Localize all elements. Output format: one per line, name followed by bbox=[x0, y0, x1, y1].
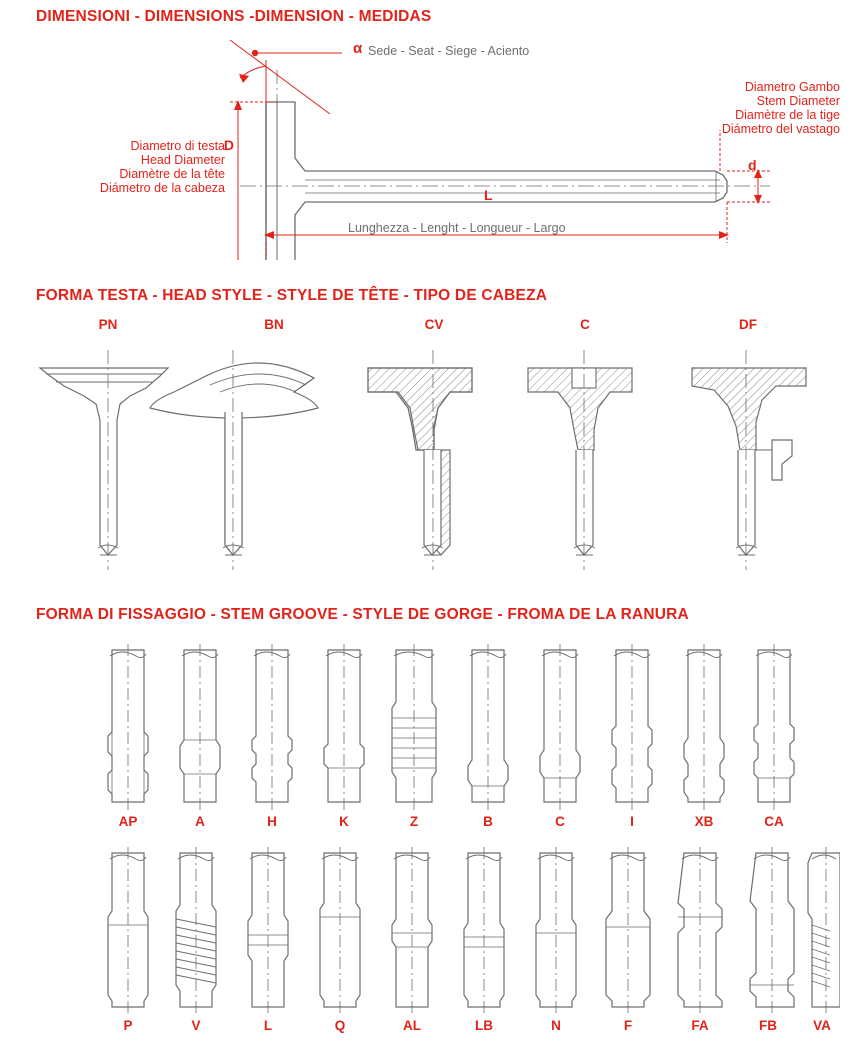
stem-groove-code-b: B bbox=[483, 814, 493, 829]
head-diameter-label-3: Diamètre de la tête bbox=[119, 167, 225, 181]
stem-groove-code-v: V bbox=[191, 1018, 201, 1033]
dimension-L: L bbox=[484, 187, 493, 203]
stem-groove-code-q: Q bbox=[334, 1018, 346, 1033]
head-diameter-label-2: Head Diameter bbox=[140, 153, 225, 167]
section-title-dimensions: DIMENSIONI - DIMENSIONS -DIMENSION - MEDIDAS bbox=[36, 8, 432, 25]
stem-groove-code-ca: CA bbox=[764, 814, 784, 829]
head-style-code-cv: CV bbox=[424, 317, 444, 332]
stem-groove-code-va: VA bbox=[813, 1018, 831, 1033]
length-label: Lunghezza - Lenght - Longueur - Largo bbox=[348, 221, 566, 235]
dimension-d: d bbox=[748, 157, 757, 173]
head-style-code-c: C bbox=[580, 317, 590, 332]
head-style-code-bn: BN bbox=[264, 317, 284, 332]
stem-groove-drawings-row2 bbox=[100, 845, 840, 1020]
stem-diameter-label-1: Diametro Gambo bbox=[744, 80, 840, 94]
stem-groove-code-lb: LB bbox=[475, 1018, 493, 1033]
seat-angle-symbol: α bbox=[353, 40, 363, 57]
section-title-head-style: FORMA TESTA - HEAD STYLE - STYLE DE TÊTE - TIPO DE CABEZA bbox=[36, 287, 548, 304]
stem-groove-drawings-row1 bbox=[100, 640, 820, 820]
stem-groove-code-p: P bbox=[123, 1018, 133, 1033]
head-style-code-pn: PN bbox=[98, 317, 118, 332]
head-diameter-label-4: Diámetro de la cabeza bbox=[99, 181, 225, 195]
stem-groove-code-xb: XB bbox=[694, 814, 714, 829]
head-style-code-df: DF bbox=[739, 317, 757, 332]
section-title-stem-groove: FORMA DI FISSAGGIO - STEM GROOVE - STYLE DE GORGE - FROMA DE LA RANURA bbox=[36, 606, 689, 623]
stem-groove-code-z: Z bbox=[409, 814, 419, 829]
stem-groove-code-l: L bbox=[263, 1018, 273, 1033]
stem-groove-code-n: N bbox=[551, 1018, 561, 1033]
stem-groove-code-al: AL bbox=[403, 1018, 421, 1033]
stem-diameter-label-4: Diámetro del vastago bbox=[721, 122, 840, 136]
head-diameter-label-1: Diametro di testa bbox=[130, 139, 225, 153]
stem-groove-code-c: C bbox=[555, 814, 565, 829]
dimension-D: D bbox=[223, 137, 234, 153]
stem-groove-code-fa: FA bbox=[691, 1018, 709, 1033]
seat-label: Sede - Seat - Siege - Aciento bbox=[368, 44, 530, 58]
stem-groove-code-a: A bbox=[195, 814, 205, 829]
stem-groove-code-fb: FB bbox=[759, 1018, 777, 1033]
stem-groove-code-i: I bbox=[630, 814, 634, 829]
stem-groove-code-k: K bbox=[339, 814, 349, 829]
head-style-drawings bbox=[20, 330, 840, 580]
stem-diameter-label-2: Stem Diameter bbox=[756, 94, 840, 108]
stem-groove-code-h: H bbox=[267, 814, 277, 829]
stem-diameter-label-3: Diamètre de la tige bbox=[735, 108, 840, 122]
stem-groove-code-f: F bbox=[623, 1018, 633, 1033]
stem-groove-code-ap: AP bbox=[118, 814, 138, 829]
